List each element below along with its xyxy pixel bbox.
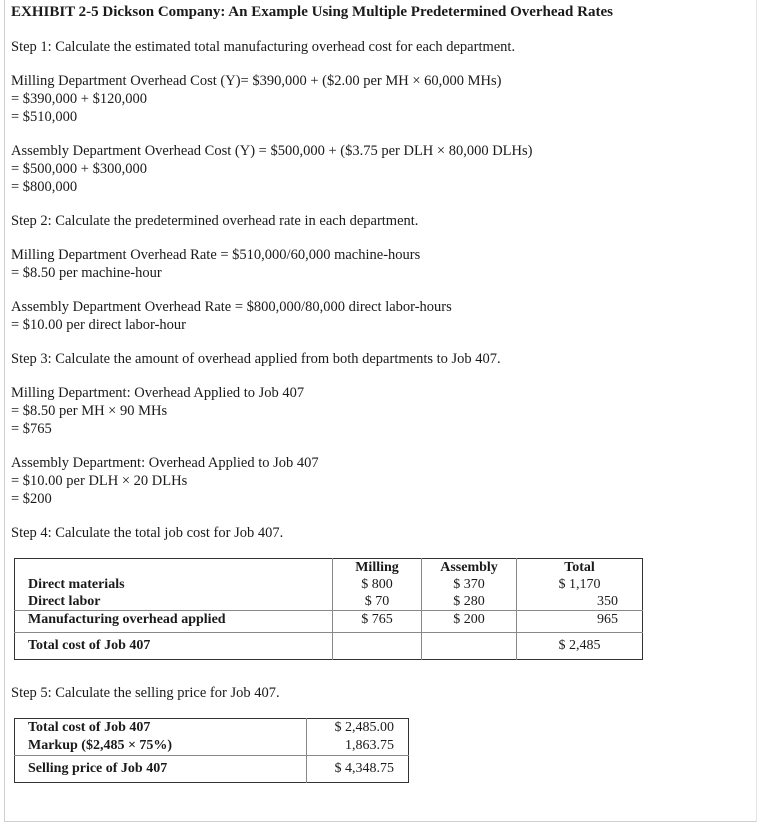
row-label: Direct materials	[28, 577, 125, 592]
step3-assembly-line1: Assembly Department: Overhead Applied to Job 407	[11, 455, 319, 471]
row-label: Manufacturing overhead applied	[15, 611, 333, 633]
job-cost-header-blank	[15, 559, 333, 577]
step2-assembly-line2: = $10.00 per direct labor-hour	[11, 317, 186, 333]
milling-value: $ 70	[333, 593, 422, 611]
assembly-value: $ 200	[422, 611, 517, 633]
step1-milling-line1: Milling Department Overhead Cost (Y)= $390,000 + ($2.00 per MH × 60,000 MHs)	[11, 73, 502, 89]
table-row-overhead-applied	[15, 611, 643, 633]
step2-milling-line2: = $8.50 per machine-hour	[11, 265, 162, 281]
milling-value: $ 765	[333, 611, 422, 633]
table-row-total-cost	[15, 719, 409, 738]
total-value: 350	[517, 593, 643, 611]
step4-heading: Step 4: Calculate the total job cost for Job 407.	[11, 525, 284, 541]
step1-assembly-line2: = $500,000 + $300,000	[11, 161, 147, 177]
step3-milling-line1: Milling Department: Overhead Applied to Job 407	[11, 385, 305, 401]
step2-assembly-line1: Assembly Department Overhead Rate = $800,000/80,000 direct labor-hours	[11, 299, 452, 315]
step1-heading: Step 1: Calculate the estimated total manufacturing overhead cost for each department.	[11, 39, 516, 55]
table-row-direct-materials	[15, 576, 643, 593]
total-value: $ 1,170	[517, 576, 643, 593]
header-milling: Milling	[333, 559, 422, 577]
assembly-value: $ 370	[422, 576, 517, 593]
row-label: Direct labor	[15, 593, 333, 611]
step3-milling-line3: = $765	[11, 421, 52, 437]
milling-value: $ 800	[333, 576, 422, 593]
step1-assembly-line1: Assembly Department Overhead Cost (Y) = $500,000 + ($3.75 per DLH × 80,000 DLHs)	[11, 143, 533, 159]
total-row-assembly-blank	[422, 633, 517, 660]
step1-assembly-line3: = $800,000	[11, 179, 78, 195]
header-total: Total	[517, 559, 643, 577]
total-row-milling-blank	[333, 633, 422, 660]
table-row-selling-price	[15, 756, 409, 783]
total-cost-label: Total cost of Job 407	[28, 638, 151, 653]
row-value: $ 2,485.00	[307, 719, 409, 738]
row-label: Total cost of Job 407	[28, 720, 151, 735]
table-row-total-cost	[15, 633, 643, 660]
step2-heading: Step 2: Calculate the predetermined overhead rate in each department.	[11, 213, 419, 229]
job-cost-table	[14, 558, 643, 660]
row-value: $ 4,348.75	[307, 756, 409, 783]
step3-milling-line2: = $8.50 per MH × 90 MHs	[11, 403, 168, 419]
assembly-value: $ 280	[422, 593, 517, 611]
step1-milling-line3: = $510,000	[11, 109, 78, 125]
total-value: 965	[517, 611, 643, 633]
job-cost-header-row	[15, 559, 643, 577]
step3-assembly-line3: = $200	[11, 491, 52, 507]
header-assembly: Assembly	[422, 559, 517, 577]
step1-milling-line2: = $390,000 + $120,000	[11, 91, 147, 107]
exhibit-title: EXHIBIT 2-5 Dickson Company: An Example Using Multiple Predetermined Overhead Rates	[11, 4, 613, 20]
total-cost-value: $ 2,485	[517, 633, 643, 660]
table-row-direct-labor	[15, 593, 643, 611]
row-label: Selling price of Job 407	[28, 761, 168, 776]
step3-heading: Step 3: Calculate the amount of overhead applied from both departments to Job 407.	[11, 351, 501, 367]
step3-assembly-line2: = $10.00 per DLH × 20 DLHs	[11, 473, 188, 489]
selling-price-table	[14, 718, 409, 783]
step2-milling-line1: Milling Department Overhead Rate = $510,000/60,000 machine-hours	[11, 247, 421, 263]
step5-heading: Step 5: Calculate the selling price for Job 407.	[11, 685, 280, 701]
row-label: Markup ($2,485 × 75%)	[15, 737, 307, 756]
table-row-markup	[15, 737, 409, 756]
row-value: 1,863.75	[307, 737, 409, 756]
